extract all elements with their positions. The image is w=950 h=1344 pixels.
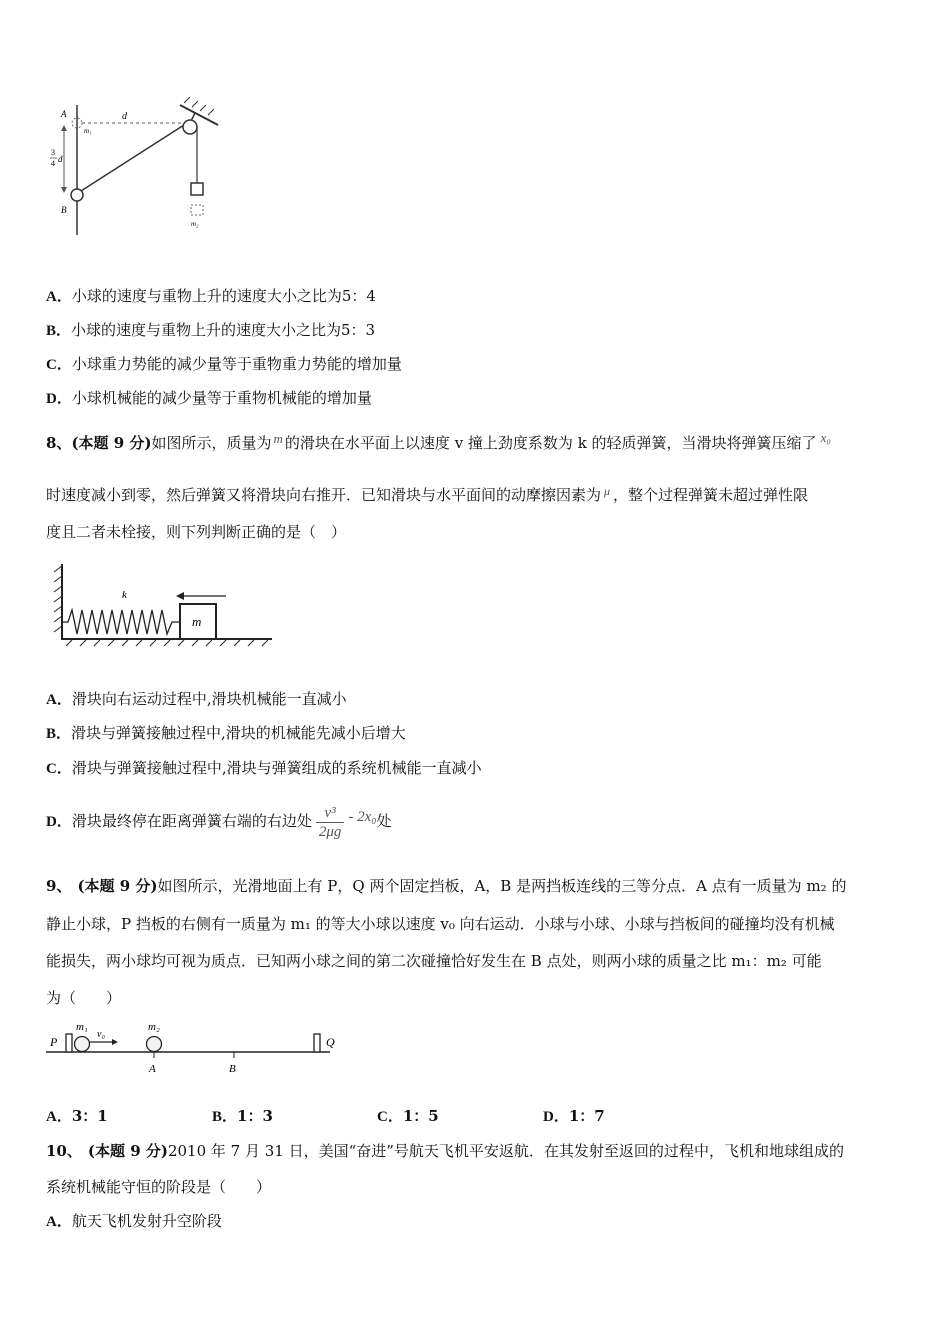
q9-collision-figure (44, 1016, 344, 1080)
fig7-frac-num: 3 (51, 148, 55, 157)
option-label: C． (46, 761, 72, 777)
question-number: 9、 (46, 877, 72, 895)
option-text: 滑块向右运动过程中,滑块机械能一直减小 (71, 690, 347, 708)
fig7-frac-den: 4 (51, 159, 55, 168)
q7-pulley-figure (50, 95, 230, 245)
question-tag: (本题 9 分) (77, 877, 158, 895)
fig9-label-P: P (50, 1035, 58, 1049)
option-label: A． (46, 692, 72, 708)
minus-term: - 2x₀ (348, 809, 377, 825)
fig9-label-Q: Q (326, 1035, 335, 1049)
q7-option-a[interactable] (46, 286, 376, 307)
option-label: D． (46, 391, 72, 407)
question-number: 10、 (46, 1142, 82, 1160)
fraction-numerator: v³ (316, 804, 345, 823)
option-text: 3：1 (71, 1107, 108, 1125)
option-text: 小球的速度与重物上升的速度大小之比为5：4 (71, 287, 376, 305)
q7-option-d[interactable] (46, 388, 372, 409)
q7-option-c[interactable] (46, 354, 402, 375)
option-label: B． (46, 323, 72, 339)
q9-option-a[interactable] (46, 1106, 108, 1127)
q8-option-a[interactable] (46, 689, 347, 710)
stem-text: 如图所示，光滑地面上有 P，Q 两个固定挡板，A，B 是两挡板连线的三等分点．A 点有一质量为 m₂ 的 (157, 877, 847, 895)
q9-option-b[interactable] (212, 1106, 273, 1127)
q10-stem-line2 (46, 1177, 271, 1197)
fig8-label-k: k (122, 589, 127, 601)
q8-option-b[interactable] (46, 723, 406, 744)
option-label: D． (543, 1109, 569, 1125)
q7-option-b[interactable] (46, 320, 375, 341)
fraction (316, 804, 345, 841)
q8-option-d[interactable] (46, 796, 392, 846)
q9-stem-line4 (46, 988, 121, 1008)
q8-stem-line2 (46, 485, 808, 506)
symbol-mu: μ (604, 484, 611, 498)
q9-option-c[interactable] (377, 1106, 439, 1127)
fig7-label-m2: m₂ (191, 220, 199, 228)
symbol-m: m (273, 431, 283, 446)
symbol-x0: x₀ (820, 430, 831, 445)
fig7-frac-d: d (58, 154, 63, 164)
q10-option-a[interactable] (46, 1211, 222, 1232)
stem-text: 静止小球，P 挡板的右侧有一质量为 m₁ 的等大小球以速度 v₀ 向右运动．小球与小球、小球与挡板间的碰撞均没有机械 (46, 915, 835, 933)
fig7-label-B: B (61, 205, 67, 215)
q8-spring-figure (50, 560, 280, 655)
stem-text: 2010 年 7 月 31 日，美国“奋进”号航天飞机平安返航．在其发射至返回的过程中，飞机和地球组成的 (167, 1142, 844, 1160)
q9-stem-line1 (46, 876, 846, 896)
option-text: 滑块最终停在距离弹簧右端的右边处 (71, 812, 312, 830)
stem-text: 时速度减小到零，然后弹簧又将滑块向右推开．已知滑块与水平面间的动摩擦因素为 (46, 486, 602, 504)
question-tag: (本题 9 分) (87, 1142, 168, 1160)
fig9-label-v0: v₀ (97, 1029, 105, 1040)
option-label: C． (46, 357, 72, 373)
stem-text: 如图所示，质量为 (151, 434, 272, 452)
option-label: A． (46, 1214, 72, 1230)
option-text-suffix: 处 (376, 812, 392, 830)
fig9-label-A: A (149, 1063, 156, 1075)
option-text: 1：3 (237, 1107, 273, 1125)
option-text: 滑块与弹簧接触过程中,滑块的机械能先减小后增大 (71, 724, 406, 742)
option-text: 小球机械能的减少量等于重物机械能的增加量 (71, 389, 372, 407)
fig9-label-m2: m₂ (148, 1021, 160, 1033)
option-label: B． (46, 726, 72, 742)
fig8-label-m: m (192, 614, 202, 629)
q10-stem-line1 (46, 1141, 844, 1161)
q9-stem-line3 (46, 951, 822, 971)
q8-option-c[interactable] (46, 758, 482, 779)
q8-stem-line1 (46, 430, 831, 454)
stem-text: 系统机械能守恒的阶段是（ ） (46, 1178, 272, 1196)
option-text: 滑块与弹簧接触过程中,滑块与弹簧组成的系统机械能一直减小 (71, 759, 482, 777)
question-tag: (本题 9 分) (71, 434, 152, 452)
option-text: 航天飞机发射升空阶段 (71, 1212, 222, 1230)
option-label: B． (212, 1109, 238, 1125)
stem-text: 的滑块在水平面上以速度 v 撞上劲度系数为 k 的轻质弹簧，当滑块将弹簧压缩了 (284, 434, 817, 452)
fraction-denominator: 2μg (318, 823, 342, 840)
fig9-label-m1: m₁ (76, 1021, 88, 1033)
option-label: A． (46, 289, 72, 305)
fig7-label-m1: m₁ (84, 127, 92, 135)
stem-text: 能损失，两小球均可视为质点．已知两小球之间的第二次碰撞恰好发生在 B 点处，则两小球的质量之比 m₁：m₂ 可能 (46, 952, 822, 970)
q8-stem-line3 (46, 522, 346, 542)
option-label: C． (377, 1109, 403, 1125)
stem-text: 度且二者未栓接，则下列判断正确的是（ ） (46, 523, 347, 541)
fig9-label-B: B (229, 1063, 236, 1075)
option-text: 小球的速度与重物上升的速度大小之比为5：3 (71, 321, 376, 339)
q9-stem-line2 (46, 914, 835, 934)
option-text: 1：5 (402, 1107, 439, 1125)
option-text: 1：7 (568, 1107, 605, 1125)
stem-text: 为（ ） (46, 989, 122, 1007)
fig7-label-A: A (61, 109, 67, 119)
option-label: D． (46, 814, 72, 830)
fig7-label-d: d (122, 111, 127, 122)
q9-option-d[interactable] (543, 1106, 605, 1127)
stem-text: ，整个过程弹簧未超过弹性限 (613, 486, 809, 504)
option-label: A． (46, 1109, 72, 1125)
option-text: 小球重力势能的减少量等于重物重力势能的增加量 (71, 355, 402, 373)
question-number: 8、 (46, 434, 72, 452)
